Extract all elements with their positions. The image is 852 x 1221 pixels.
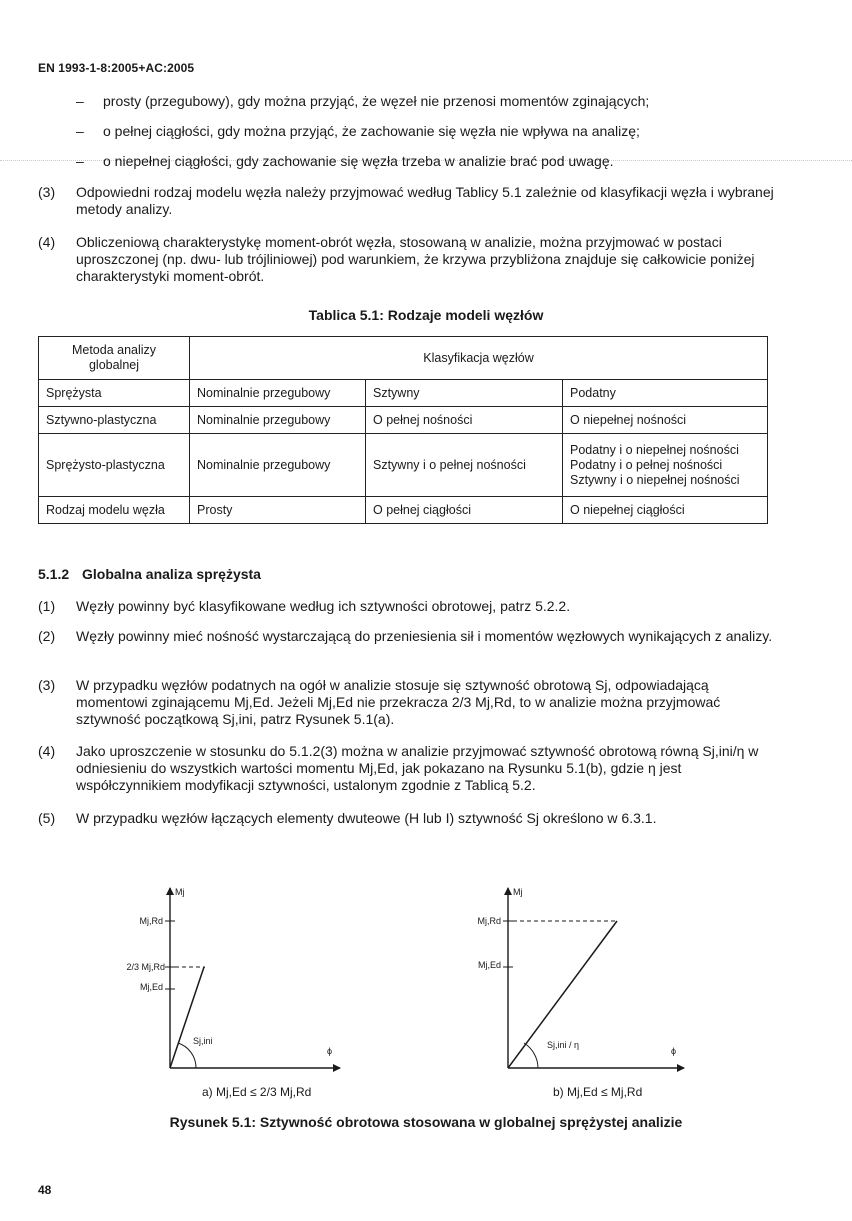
table-cell: Sprężysta [39, 380, 190, 407]
table-cell: Nominalnie przegubowy [190, 434, 366, 497]
diagram-a-angle-arc [178, 1043, 196, 1068]
diagram-a-stiffness-label: Sj,ini [193, 1036, 213, 1046]
list-item-text: o pełnej ciągłości, gdy można przyjąć, że zachowanie się węzła nie wpływa na analizę; [103, 123, 640, 139]
list-item-text: o niepełnej ciągłości, gdy zachowanie się węzła trzeba w analizie brać pod uwagę. [103, 153, 614, 169]
table-cell: O niepełnej nośności [563, 407, 768, 434]
diagram-b-caption: b) Mj,Ed ≤ Mj,Rd [553, 1085, 643, 1099]
table-cell: Prosty [190, 497, 366, 524]
diagram-b-angle-arc [524, 1043, 538, 1068]
diagram-a-stiffness-line [170, 967, 204, 1068]
table-cell: O pełnej nośności [366, 407, 563, 434]
page-number: 48 [38, 1183, 52, 1197]
paragraph-text: Węzły powinny mieć nośność wystarczającą do przeniesienia sił i momentów węzłowych wynikających z analizy. [76, 628, 773, 644]
paragraph-text: Obliczeniową charakterystykę moment-obrót węzła, stosowaną w analizie, można przyjmować w postaci uproszczonej (np. dwu- lub trójliniowej) pod warunkiem, że krzywa przybliżona znajduje się całkowicie poniżej charakterystyki moment-obrót. [76, 234, 755, 284]
diagram-a-caption: a) Mj,Ed ≤ 2/3 Mj,Rd [202, 1085, 312, 1099]
diagram-a-y-label: Mj [175, 887, 185, 897]
diagram-a-x-label: ϕ [327, 1046, 333, 1056]
diagram-a-tick-ed-label: Mj,Ed [139, 982, 163, 992]
diagram-b-stiffness-label: Sj,ini / η [547, 1040, 580, 1050]
table-cell: Sprężysto-plastyczna [39, 434, 190, 497]
paragraph-text: Węzły powinny być klasyfikowane według ich sztywności obrotowej, patrz 5.2.2. [76, 598, 571, 614]
cell-line: Podatny i o niepełnej nośności [570, 442, 739, 457]
diagram-b-y-label: Mj [513, 887, 523, 897]
figure-caption: Rysunek 5.1: Sztywność obrotowa stosowana w globalnej sprężystej analizie [169, 1114, 683, 1130]
standard-header: EN 1993-1-8:2005+AC:2005 [38, 61, 195, 75]
diagram-b-tick-rd-label: Mj,Rd [477, 916, 501, 926]
diagram-a-tick-23-label: 2/3 Mj,Rd [126, 962, 165, 972]
table-cell: Rodzaj modelu węzła [39, 497, 190, 524]
paragraph-number: (4) [38, 234, 56, 250]
section-number: 5.1.2 [38, 566, 70, 582]
paragraph-number: (1) [38, 598, 56, 614]
table-cell: Sztywny i o pełnej nośności [366, 434, 563, 497]
cell-line: Sztywny i o niepełnej nośności [570, 472, 740, 487]
table-title: Tablica 5.1: Rodzaje modeli węzłów [308, 307, 544, 323]
paragraph-number: (4) [38, 743, 56, 759]
dash-marker: – [76, 123, 84, 139]
table-cell: Nominalnie przegubowy [190, 380, 366, 407]
cell-line: Podatny i o pełnej nośności [570, 457, 723, 472]
diagram-b-x-label: ϕ [671, 1046, 677, 1056]
paragraph-number: (3) [38, 677, 56, 693]
paragraph-number: (5) [38, 810, 56, 826]
table-cell: Sztywno-plastyczna [39, 407, 190, 434]
paragraph-text: W przypadku węzłów podatnych na ogół w analizie stosuje się sztywność obrotową Sj, odpowiadającą momentowi zginającemu Mj,Ed. Jeżeli Mj,Ed nie przekracza 2/3 Mj,Rd, to w analizie można przyjmować sztywność początkową Sj,ini, patrz Rysunek 5.1(a). [76, 677, 721, 727]
header-method: Metoda analizy globalnej [39, 337, 190, 380]
paragraph-number: (2) [38, 628, 56, 644]
table-cell: Nominalnie przegubowy [190, 407, 366, 434]
header-classification: Klasyfikacja węzłów [190, 337, 768, 380]
list-item-text: prosty (przegubowy), gdy można przyjąć, że węzeł nie przenosi momentów zginających; [103, 93, 650, 109]
paragraph-text: W przypadku węzłów łączących elementy dwuteowe (H lub I) sztywność Sj określono w 6.3.1. [76, 810, 657, 826]
table-cell: Sztywny [366, 380, 563, 407]
paragraph-text: Jako uproszczenie w stosunku do 5.1.2(3) można w analizie przyjmować sztywność obrotową równą Sj,ini/η w odniesieniu do wszystkich wartości momentu Mj,Ed, jak pokazano na Rysunku 5.1(b), gdzie η jest współczynnikiem modyfikacji sztywności, ustalonym zgodnie z Tablicą 5.2. [76, 743, 759, 793]
table-cell: O pełnej ciągłości [366, 497, 563, 524]
section-title-text: Globalna analiza sprężysta [82, 566, 261, 582]
table-cell: O niepełnej ciągłości [563, 497, 768, 524]
diagram-a-tick-rd-label: Mj,Rd [139, 916, 163, 926]
dash-marker: – [76, 93, 84, 109]
paragraph-number: (3) [38, 184, 56, 200]
diagram-b-tick-ed-label: Mj,Ed [477, 960, 501, 970]
table-cell: Podatny [563, 380, 768, 407]
dash-marker: – [76, 153, 84, 169]
paragraph-text: Odpowiedni rodzaj modelu węzła należy przyjmować według Tablicy 5.1 zależnie od klasyfikacji węzła i wybranej metody analizy. [76, 184, 774, 217]
